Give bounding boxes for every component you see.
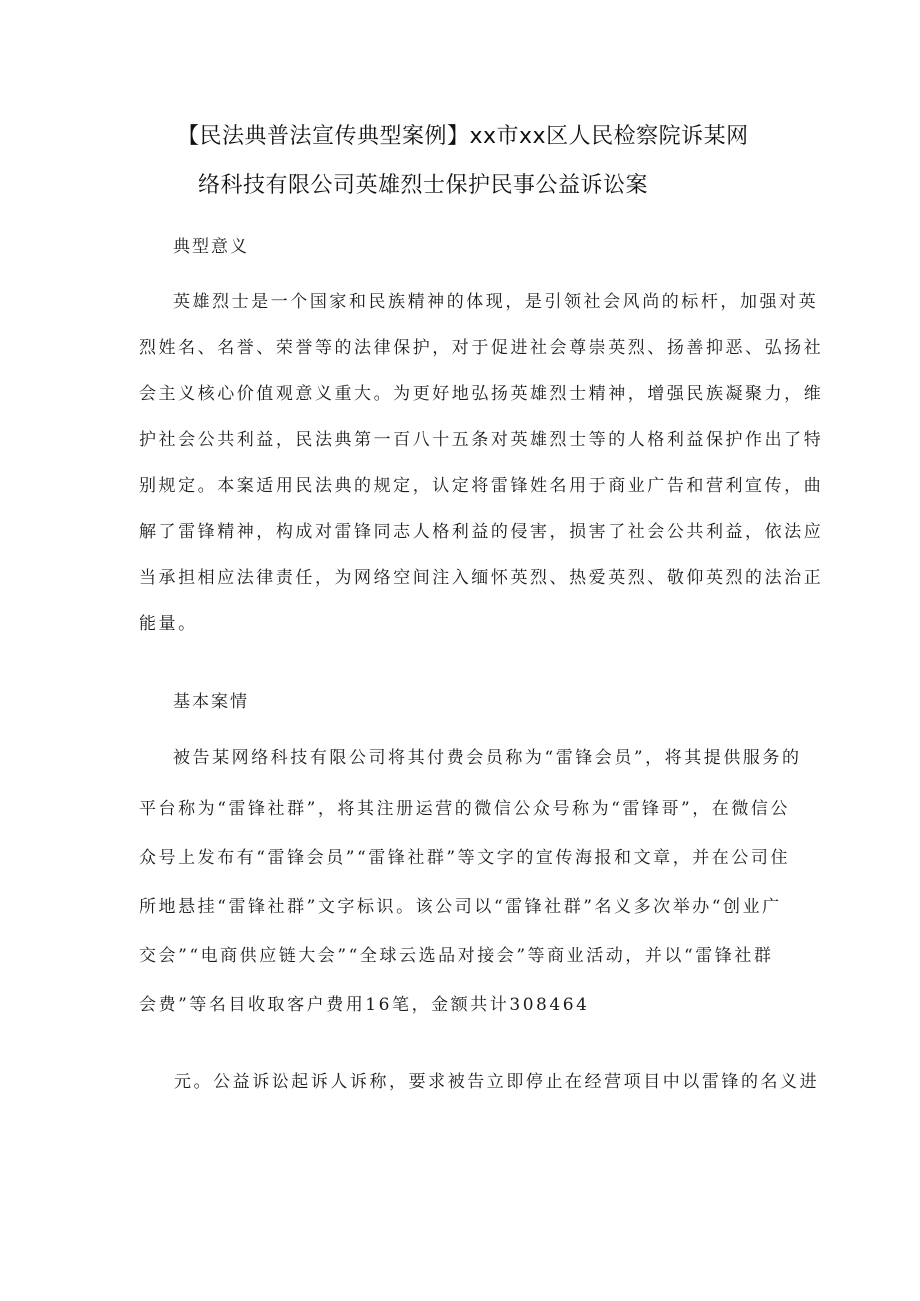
paragraph-line: 烈姓名、名誉、荣誉等的法律保护，对于促进社会尊崇英烈、扬善抑恶、弘扬社 — [139, 338, 824, 358]
paragraph-line: 交会”“电商供应链大会”“全球云选品对接会”等商业活动，并以“雷锋社群 — [139, 946, 774, 966]
paragraph-line: 当承担相应法律责任，为网络空间注入缅怀英烈、热爱英烈、敬仰英烈的法治正 — [139, 568, 824, 588]
paragraph-line: 护社会公共利益，民法典第一百八十五条对英雄烈士等的人格利益保护作出了特 — [139, 430, 824, 450]
document-title-line-2: 络科技有限公司英雄烈士保护民事公益诉讼案 — [198, 173, 649, 198]
document-title-line-1: 【民法典普法宣传典型案例】xx市xx区人民检察院诉某网 — [177, 124, 749, 149]
paragraph-line: 能量。 — [139, 614, 198, 634]
section-heading-significance: 典型意义 — [173, 237, 249, 257]
paragraph-line: 别规定。本案适用民法典的规定，认定将雷锋姓名用于商业广告和营利宣传，曲 — [139, 476, 824, 496]
section-heading-basic-facts: 基本案情 — [173, 692, 249, 712]
paragraph-line: 所地悬挂“雷锋社群”文字标识。该公司以“雷锋社群”名义多次举办“创业广 — [139, 897, 782, 917]
paragraph-line: 英雄烈士是一个国家和民族精神的体现，是引领社会风尚的标杆，加强对英 — [173, 292, 819, 312]
paragraph-line: 平台称为“雷锋社群”，将其注册运营的微信公众号称为“雷锋哥”，在微信公 — [139, 799, 791, 819]
paragraph-line: 会主义核心价值观意义重大。为更好地弘扬英雄烈士精神，增强民族凝聚力，维 — [139, 384, 824, 404]
paragraph-continuation-line: 元。公益诉讼起诉人诉称，要求被告立即停止在经营项目中以雷锋的名义进 — [174, 1072, 820, 1092]
paragraph-line: 众号上发布有“雷锋会员”“雷锋社群”等文字的宣传海报和文章，并在公司住 — [139, 848, 791, 868]
paragraph-line: 解了雷锋精神，构成对雷锋同志人格利益的侵害，损害了社会公共利益，依法应 — [139, 522, 824, 542]
paragraph-line: 会费”等名目收取客户费用16笔，金额共计308464 — [139, 995, 590, 1015]
paragraph-line: 被告某网络科技有限公司将其付费会员称为“雷锋会员”，将其提供服务的 — [173, 748, 802, 768]
